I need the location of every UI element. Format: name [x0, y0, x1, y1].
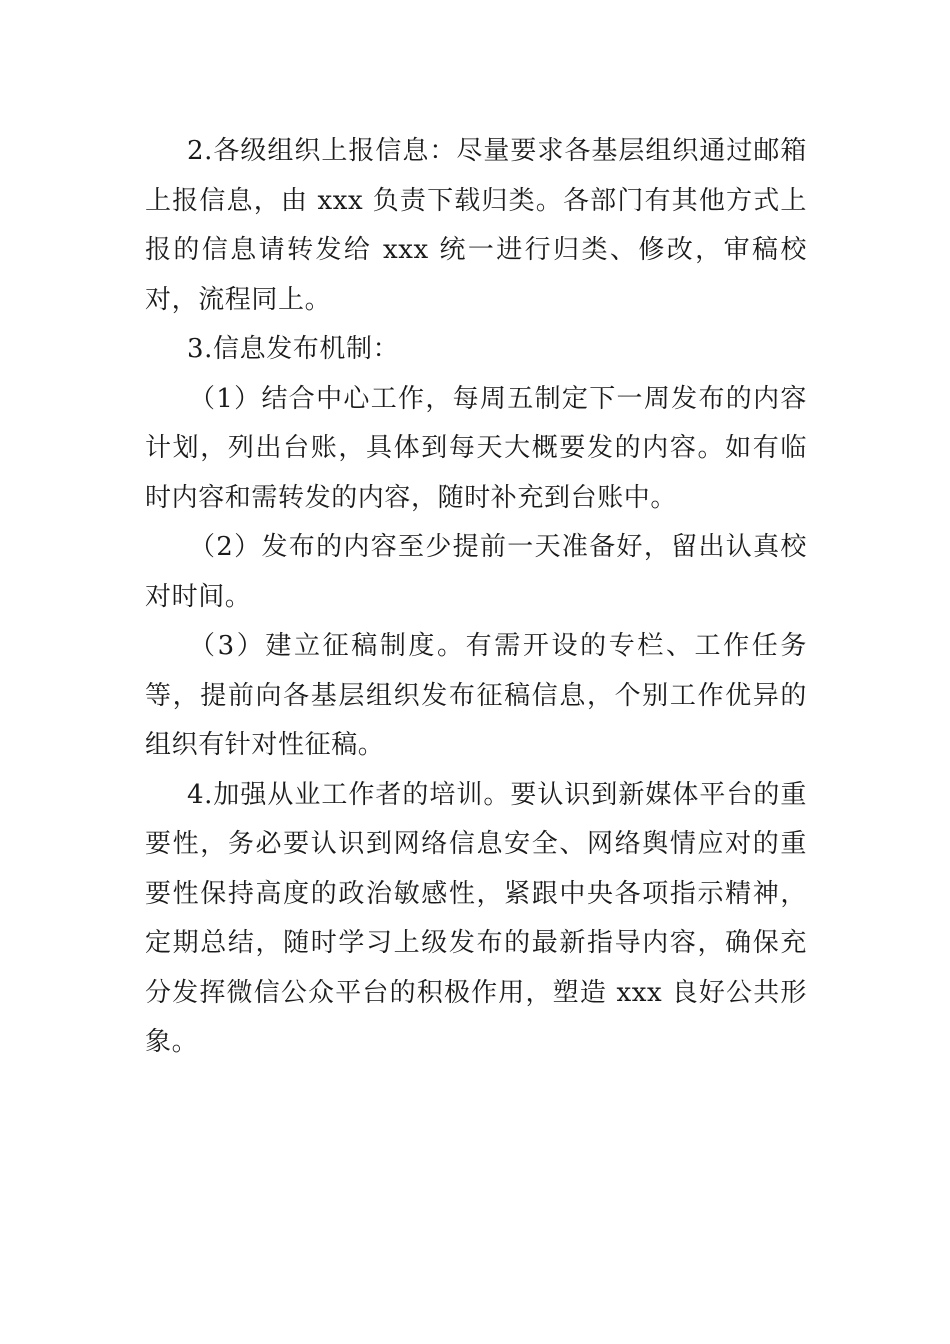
paragraph-publish-mechanism-heading: 3.信息发布机制：	[187, 334, 400, 364]
paragraph-publish-item-2: （2）发布的内容至少提前一天准备好，留出认真校对时间。	[145, 532, 807, 612]
paragraph-publish-item-1: （1）结合中心工作，每周五制定下一周发布的内容计划，列出台账，具体到每天大概要发的内容。如有临时内容和需转发的内容，随时补充到台账中。	[145, 383, 807, 513]
paragraph-info-reporting: 2.各级组织上报信息：尽量要求各基层组织通过邮箱上报信息，由 xxx 负责下载归类。各部门有其他方式上报的信息请转发给 xxx 统一进行归类、修改，审稿校对，流程同上。	[145, 136, 807, 315]
paragraph-publish-item-3: （3）建立征稿制度。有需开设的专栏、工作任务等，提前向各基层组织发布征稿信息，个别工作优异的组织有针对性征稿。	[145, 631, 807, 760]
paragraph-staff-training: 4.加强从业工作者的培训。要认识到新媒体平台的重要性，务必要认识到网络信息安全、网络舆情应对的重要性保持高度的政治敏感性，紧跟中央各项指示精神，定期总结，随时学习上级发布的最新指导内容，确保充分发挥微信公众平台的积极作用，塑造 xxx 良好公共形象。	[145, 779, 807, 1057]
document-body	[145, 127, 807, 1068]
